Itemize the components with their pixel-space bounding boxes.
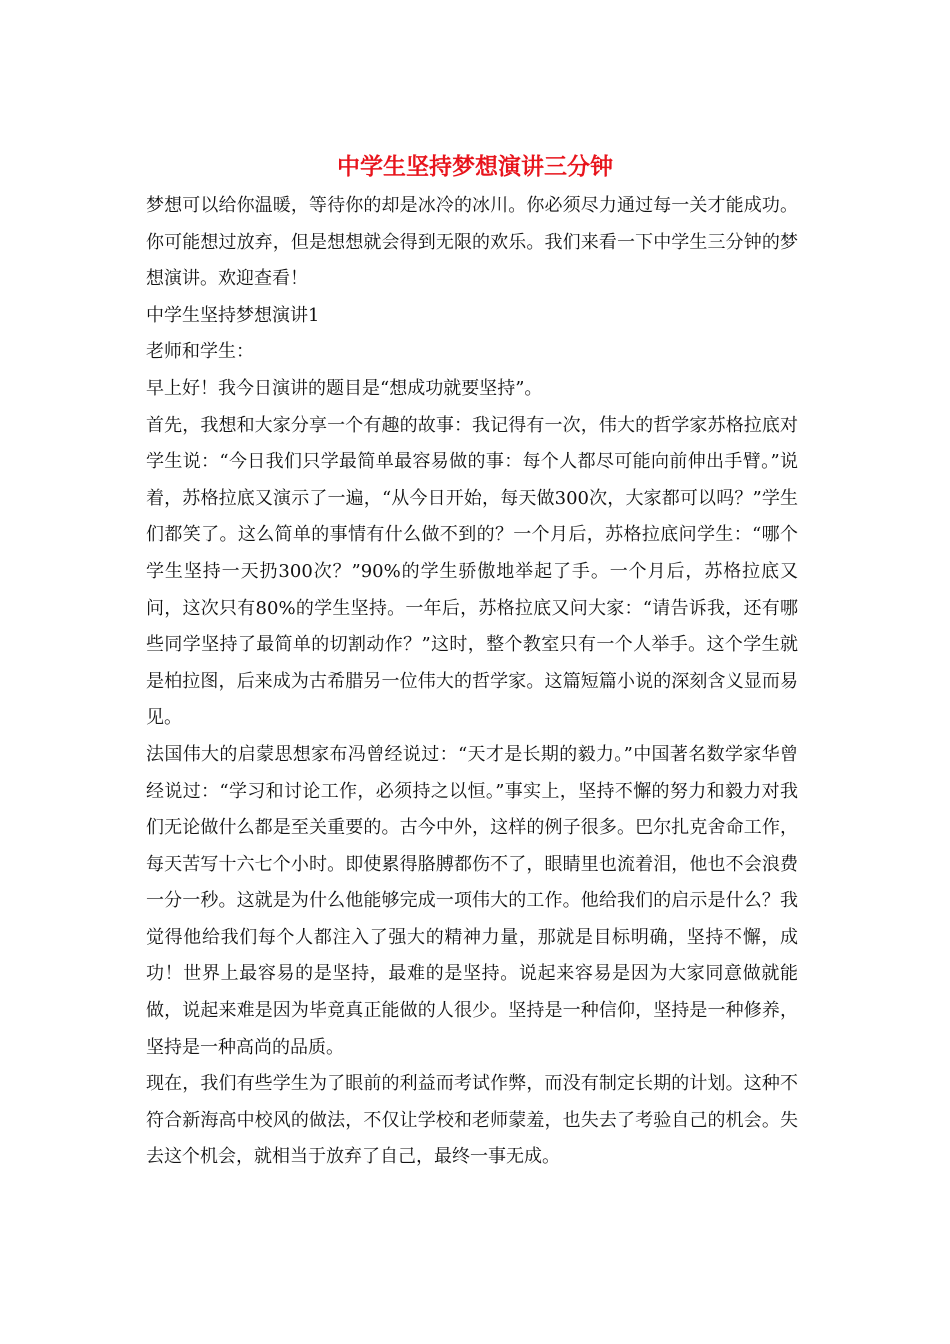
salutation: 老师和学生： (146, 341, 254, 363)
greeting-paragraph: 早上好！我今日演讲的题目是“想成功就要坚持”。 (146, 377, 543, 399)
perseverance-paragraph: 法国伟大的启蒙思想家布冯曾经说过：“天才是长期的毅力。”中国著名数学家华曾经说过：“学习和讨论工作，必须持之以恒。”事实上，坚持不懈的努力和毅力对我们无论做什么都是至关重要的。古今中外，这样的例子很多。巴尔扎克舍命工作，每天苦写十六七个小时。即使累得胳膊都伤不了，眼睛里也流着泪，他也不会浪费一分一秒。这就是为什么他能够完成一项伟大的工作。他给我们的启示是什么？我觉得他给我们每个人都注入了强大的精神力量，那就是目标明确，坚持不懈，成功！世界上最容易的是坚持，最难的是坚持。说起来容易是因为大家同意做就能做，说起来难是因为毕竟真正能做的人很少。坚持是一种信仰，坚持是一种修养，坚持是一种高尚的品质。 (146, 743, 798, 1058)
socrates-story-paragraph: 首先，我想和大家分享一个有趣的故事：我记得有一次，伟大的哲学家苏格拉底对学生说：“今日我们只学最简单最容易做的事：每个人都尽可能向前伸出手臂。”说着，苏格拉底又演示了一遍，“从今日开始，每天做300次，大家都可以吗？”学生们都笑了。这么简单的事情有什么做不到的？一个月后，苏格拉底问学生：“哪个学生坚持一天扔300次？”90%的学生骄傲地举起了手。一个月后，苏格拉底又问，这次只有80%的学生坚持。一年后，苏格拉底又问大家：“请告诉我，还有哪些同学坚持了最简单的切割动作？”这时，整个教室只有一个人举手。这个学生就是柏拉图，后来成为古希腊另一位伟大的哲学家。这篇短篇小说的深刻含义显而易见。 (146, 414, 798, 729)
document-body (146, 188, 798, 1176)
intro-paragraph: 梦想可以给你温暖，等待你的却是冰冷的冰川。你必须尽力通过每一关才能成功。你可能想过放弃，但是想想就会得到无限的欢乐。我们来看一下中学生三分钟的梦想演讲。欢迎查看！ (146, 195, 798, 290)
page-title: 中学生坚持梦想演讲三分钟 (337, 153, 613, 180)
conclusion-paragraph: 现在，我们有些学生为了眼前的利益而考试作弊，而没有制定长期的计划。这种不符合新海高中校风的做法，不仅让学校和老师蒙羞，也失去了考验自己的机会。失去这个机会，就相当于放弃了自己，最终一事无成。 (146, 1073, 798, 1168)
speech-heading: 中学生坚持梦想演讲1 (146, 304, 320, 326)
